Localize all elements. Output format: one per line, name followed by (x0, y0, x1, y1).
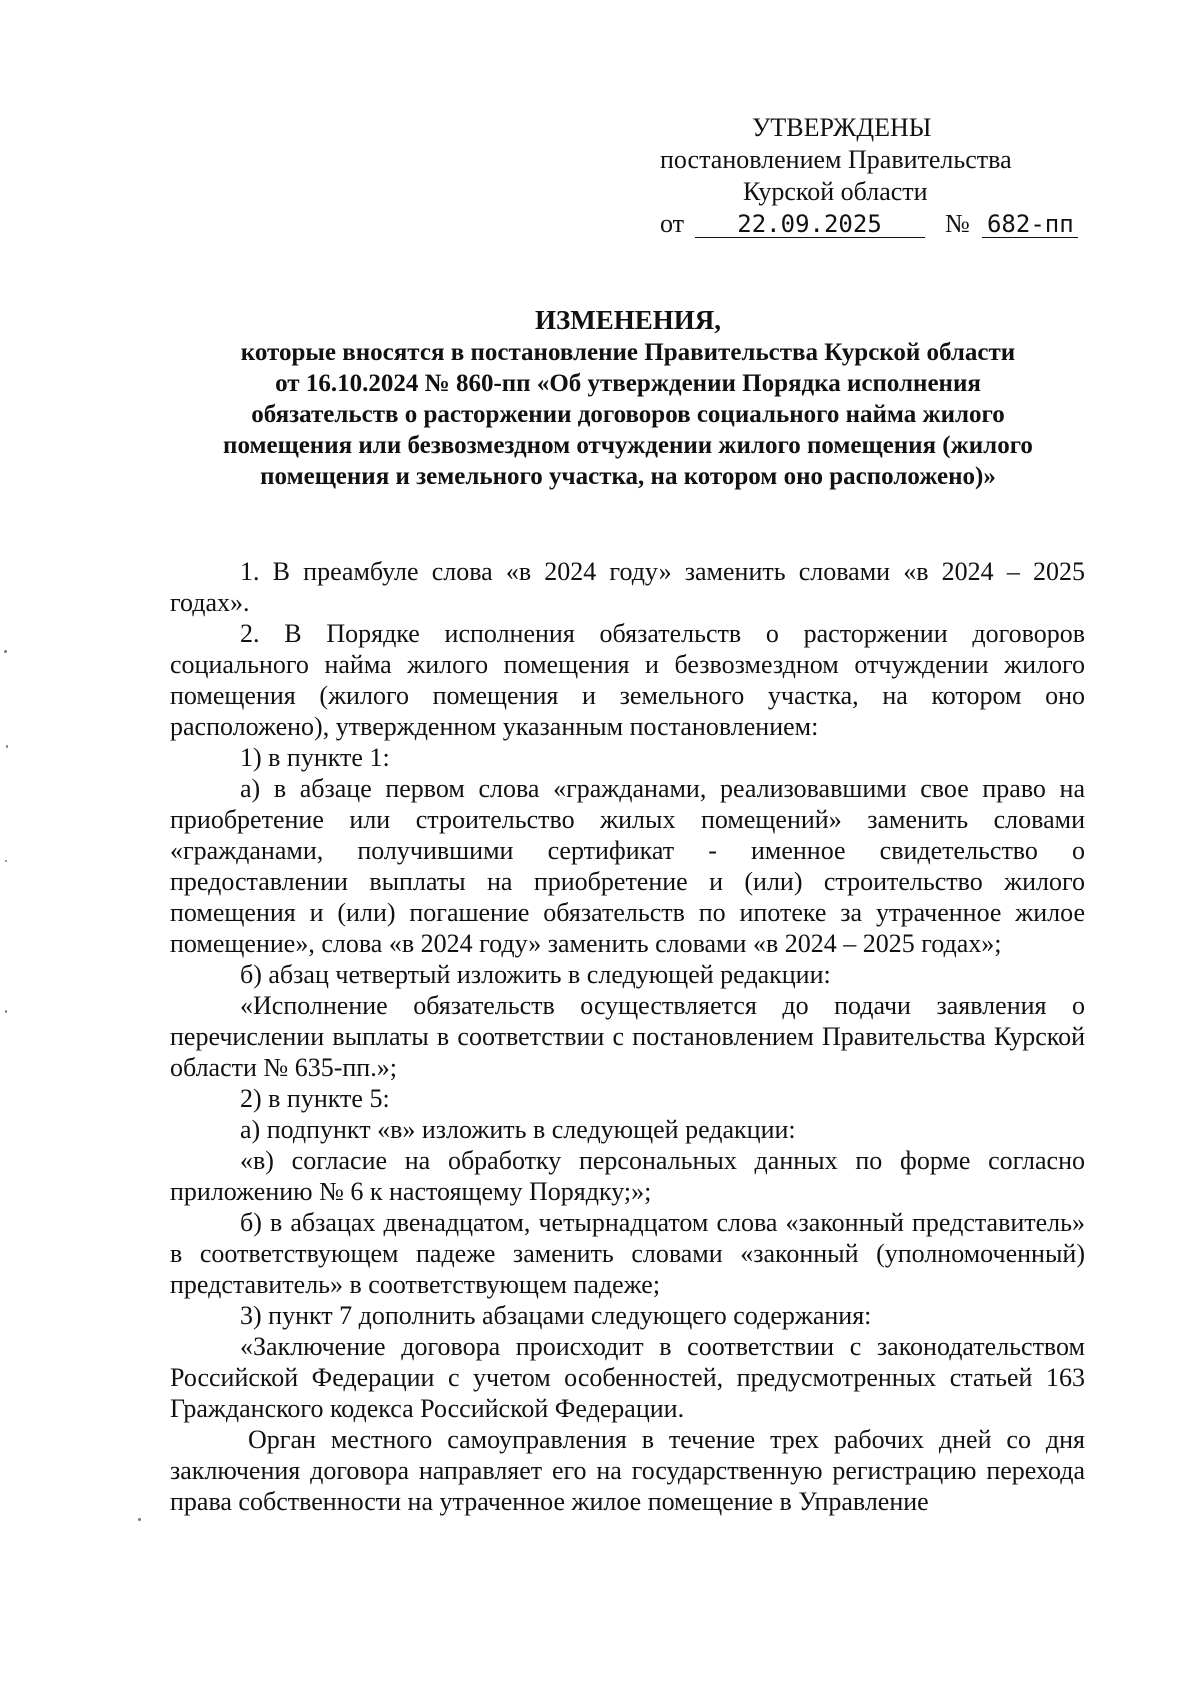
approval-date-line (640, 208, 1074, 240)
paragraph-2: 2. В Порядке исполнения обязательств о расторжении договоров социального найма жилого помещения и безвозмездном отчуждении жилого помещения (жилого помещения и земельного участка, на котором оно расположено), утвержденном указанным постановлением: (170, 619, 1085, 741)
paragraph-4: а) в абзаце первом слова «гражданами, реализовавшими свое право на приобретение или строительство жилых помещений» заменить словами «гражданами, получившими сертификат - именное свидетельство о предоставлении выплаты на приобретение и (или) строительство жилого помещения и (или) погашение обязательств по ипотеке за утраченное жилое помещение», слова «в 2024 году» заменить словами «в 2024 – 2025 годах»; (170, 774, 1085, 958)
scan-speck (4, 650, 7, 653)
approval-date: 22.09.2025 (695, 211, 925, 238)
paragraph-8: а) подпункт «в» изложить в следующей редакции: (240, 1115, 796, 1144)
paragraph-10: б) в абзацах двенадцатом, четырнадцатом слова «законный представитель» в соответствующем падеже заменить словами «законный (уполномоченный) представитель» в соответствующем падеже; (170, 1208, 1085, 1299)
title-main: ИЗМЕНЕНИЯ, (534, 305, 721, 335)
approval-number: 682-пп (982, 211, 1078, 238)
paragraph-7: 2) в пункте 5: (240, 1084, 390, 1113)
title-line: помещения или безвозмездном отчуждении жилого помещения (жилого (223, 432, 1033, 459)
scan-speck (138, 1518, 141, 1521)
scan-speck (5, 1010, 7, 1013)
paragraph-12: «Заключение договора происходит в соответствии с законодательством Российской Федерации с учетом особенностей, предусмотренных статьей 163 Гражданского кодекса Российской Федерации. (170, 1332, 1085, 1423)
paragraph-3: 1) в пункте 1: (240, 743, 390, 772)
paragraph-1: 1. В преамбуле слова «в 2024 году» заменить словами «в 2024 – 2025 годах». (170, 557, 1085, 617)
title-line: от 16.10.2024 № 860-пп «Об утверждении Порядка исполнения (275, 370, 981, 397)
paragraph-9: «в) согласие на обработку персональных данных по форме согласно приложению № 6 к настоящему Порядку;»; (170, 1146, 1085, 1206)
from-label: от (660, 209, 685, 238)
approval-stamp-block (640, 112, 1074, 240)
paragraph-5: б) абзац четвертый изложить в следующей редакции: (240, 960, 831, 989)
document-body (170, 556, 1085, 1517)
title-line: которые вносятся в постановление Правительства Курской области (240, 339, 1016, 366)
title-line: помещения и земельного участка, на котором оно расположено)» (260, 463, 996, 490)
approval-line-1: постановлением Правительства (660, 145, 1012, 174)
scan-speck (6, 745, 8, 748)
paragraph-11: 3) пункт 7 дополнить абзацами следующего содержания: (240, 1301, 872, 1330)
title-line: обязательств о расторжении договоров социального найма жилого (251, 401, 1005, 428)
scan-speck (5, 860, 7, 862)
approval-heading: УТВЕРЖДЕНЫ (752, 113, 932, 142)
paragraph-6: «Исполнение обязательств осуществляется до подачи заявления о перечислении выплаты в соответствии с постановлением Правительства Курской области № 635-пп.»; (170, 991, 1085, 1082)
document-title (168, 305, 1088, 492)
approval-line-2: Курской области (743, 177, 928, 206)
paragraph-13: Орган местного самоуправления в течение трех рабочих дней со дня заключения договора направляет его на государственную регистрацию перехода права собственности на утраченное жилое помещение в Управление (170, 1425, 1085, 1516)
number-label: № (945, 209, 970, 238)
